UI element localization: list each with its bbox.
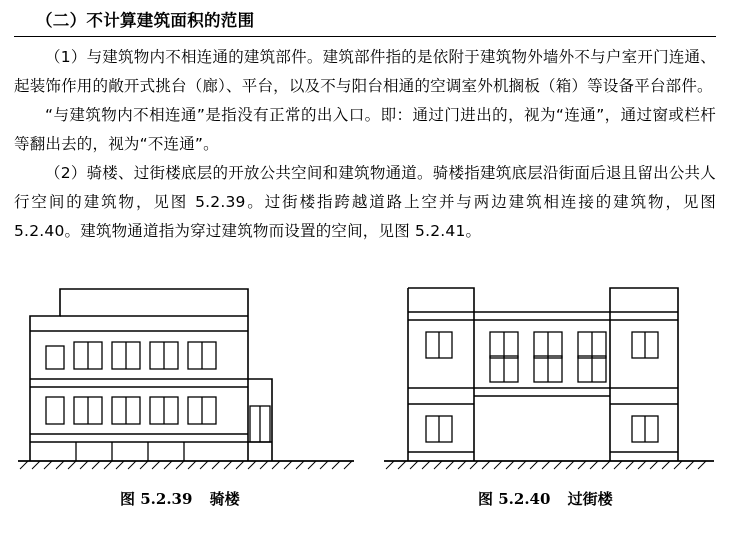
paragraph-1: （1）与建筑物内不相连通的建筑部件。建筑部件指的是依附于建筑物外墙外不与户室开门连通、起装饰作用的敞开式挑台（廊）、平台，以及不与阳台相通的空调室外机搁板（箱）等设备平台部件。: [14, 48, 716, 95]
figure-5-2-39-number: 图 5.2.39: [120, 490, 193, 508]
figure-5-2-40-caption: [478, 488, 613, 509]
section-heading: （二）不计算建筑面积的范围: [36, 11, 255, 30]
figure-5-2-39-drawing: [16, 256, 356, 485]
figure-5-2-40-drawing: [382, 256, 716, 485]
figure-5-2-39-title: 骑楼: [209, 490, 240, 508]
figure-group: [14, 256, 716, 516]
figure-5-2-40-number: 图 5.2.40: [478, 490, 551, 508]
figure-5-2-39-caption: [120, 488, 240, 509]
heading-divider: [14, 36, 716, 37]
paragraph-2: “与建筑物内不相连通”是指没有正常的出入口。即：通过门进出的，视为“连通”，通过窗或栏杆等翻出去的，视为“不连通”。: [14, 106, 716, 153]
paragraph-3: （2）骑楼、过街楼底层的开放公共空间和建筑物通道。骑楼指建筑底层沿街面后退且留出公共人行空间的建筑物，见图 5.2.39。过街楼指跨越道路上空并与两边建筑相连接的建筑物，见图 5.2.40。建筑物通道指为穿过建筑物而设置的空间，见图 5.2.41。: [14, 164, 716, 240]
figure-5-2-40-title: 过街楼: [567, 490, 613, 508]
